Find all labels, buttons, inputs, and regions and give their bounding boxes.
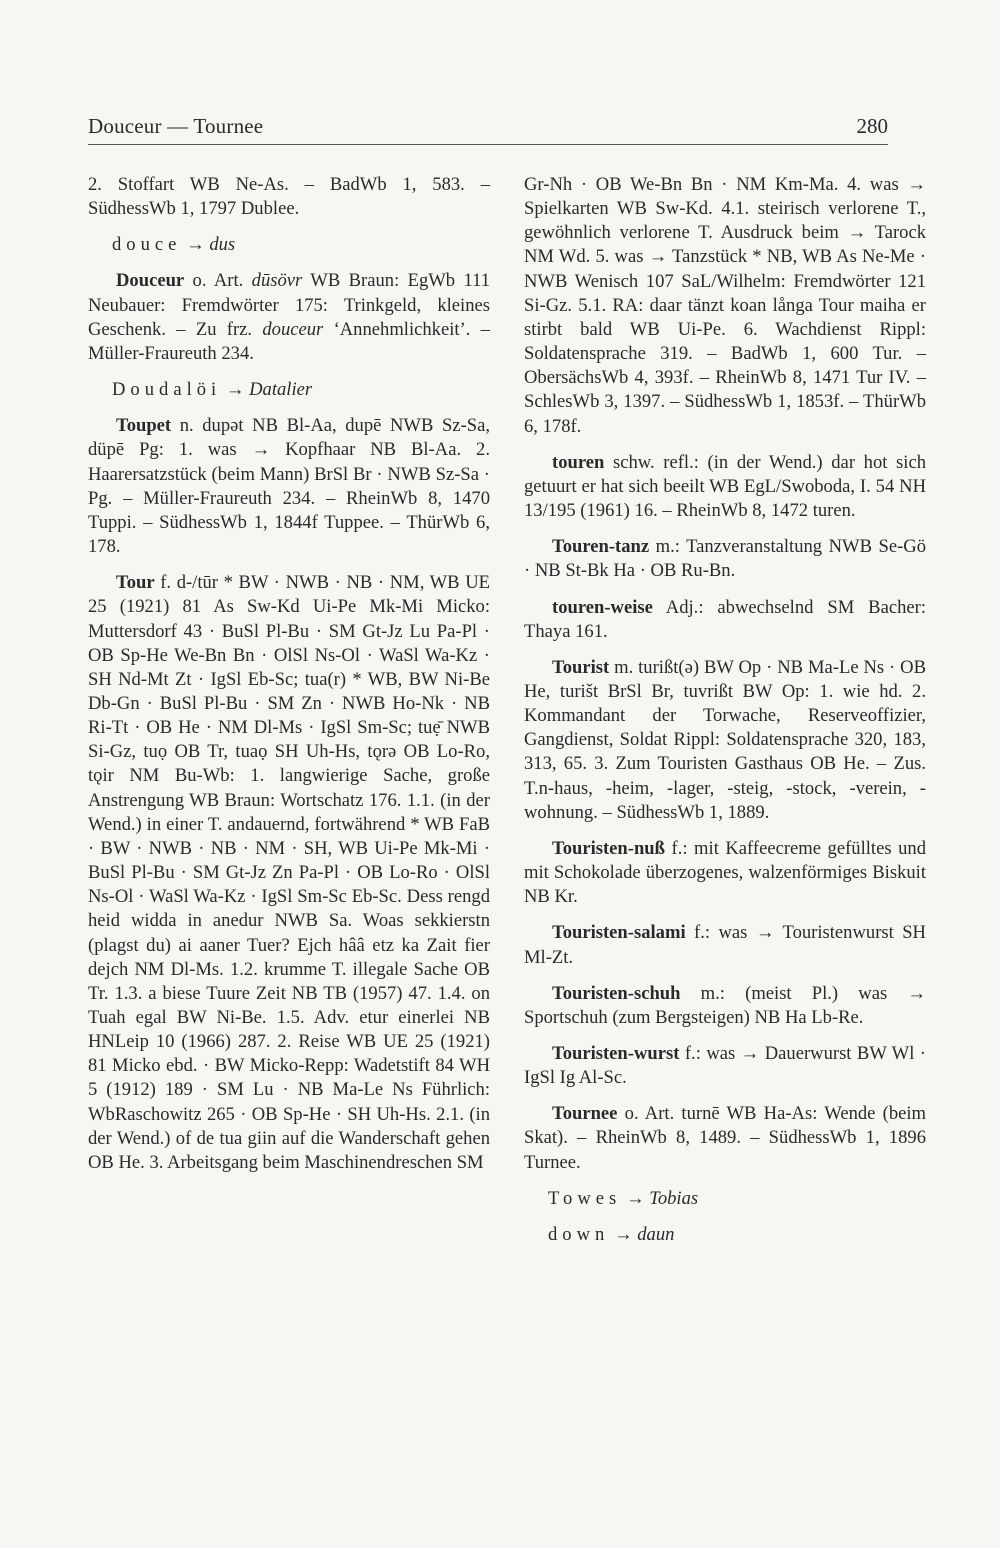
entry-text: Adj.: abwechselnd SM Bacher: Thaya 161. <box>524 596 926 642</box>
header-title: Douceur — Tournee <box>88 114 264 138</box>
entry-douceur <box>88 269 490 366</box>
crossref-word: down <box>548 1223 610 1245</box>
entry-form: dūsövr <box>251 270 303 292</box>
entry-tour <box>88 571 490 1175</box>
running-header <box>88 112 888 145</box>
headword: Touristen-nuß <box>552 837 665 859</box>
crossref-target: Datalier <box>249 379 313 401</box>
headword: Touren-tanz <box>552 536 650 558</box>
entry-text: ‘Annehmlichkeit’. – Müller-Fraureuth 234. <box>88 318 490 364</box>
entry-text: f.: was → Dauerwurst BW Wl · IgSl Ig Al-Sc. <box>524 1043 926 1089</box>
entry-text: f.: was → Touristenwurst SH Ml-Zt. <box>524 922 926 968</box>
entry-text: m. turißt(ə) BW Op · NB Ma-Le Ns · OB He, turišt BrSl Br, tuvrißt BW Op: 1. wie hd. 2. Kommandant der Torwache, Reserveoffizier, Gangdienst, Soldat Rippl: Soldatensprache 320, 183, 313, 65. 3. Zum Touristen Gasthaus OB He. – Zus. T.n-haus, -heim, -lager, -steig, -stock, -verein, -wohnung. – SüdhessWb 1, 1889. <box>524 656 926 823</box>
headword: Douceur <box>116 270 185 292</box>
entry-tournee <box>524 1102 926 1174</box>
crossref-target: daun <box>637 1223 675 1245</box>
crossref-word: douce <box>112 234 182 256</box>
entry-stoffart: 2. Stoffart WB Ne-As. – BadWb 1, 583. – SüdhessWb 1, 1797 Dublee. <box>88 174 490 220</box>
entry-text: WB Braun: EgWb 111 Neubauer: Fremdwörter 175: Trinkgeld, kleines Geschenk. – Zu frz. <box>88 270 490 340</box>
crossref-word: Doudalöi <box>112 379 222 401</box>
entry-text: schw. refl.: (in der Wend.) dar hot sich getuurt er hat sich beeilt WB EgL/Swoboda, I. 54 NH 13/195 (1961) 16. – RheinWb 8, 1472 turen. <box>524 451 926 522</box>
crossref-down <box>524 1223 926 1247</box>
entry-text: f. d-/tūr * BW · NWB · NB · NM, WB UE 25 (1921) 81 As Sw-Kd Ui-Pe Mk-Mi Micko: Muttersdorf 43 · BuSl Pl-Bu · SM Gt-Jz Lu Pa-Pl · OB Sp-He We-Bn Bn · OlSl Ns-Ol · WaSl Wa-Kz · SH Nd-Mt Zt · IgSl Eb-Sc; tua(r) * WB, BW Ni-Be Db-Gn · BuSl Pl-Bu · SM Zn · NWB Ho-Nk · NB Ri-Tt · OB He · NM Dl-Ms · IgSl Sm-Sc; tuẹ̄ NWB Si-Gz, tuọ OB Tr, tuaọ SH Uh-Hs, tǫrə OB Lo-Ro, tǫir NM Bu-Wb: 1. langwierige Sache, große Anstrengung WB Braun: Wortschatz 176. 1.1. (in der Wend.) in einer T. andauernd, fortwährend * WB FaB · BW · NWB · NB · NM · SH, WB Ui-Pe Mk-Mi · BuSl Pl-Bu · SM Gt-Jz Zn Pa-Pl · OB Lo-Ro · OlSl Ns-Ol · WaSl Wa-Kz · IgSl Sm-Sc Eb-Sc. Dess rengd heid widda in anedur NWB Sa. Woas sekkierstn (plagst du) ai aaner Tuer? Ejch hââ etz ka Zait fier dejch NM Dl-Ms. 1.2. krumme T. illegale Sache OB Tr. 1.3. a biese Tuure Zeit NB TB (1957) 47. 1.4. on Tuah egal BW Ni-Be. 1.5. Adv. etur einerlei NB HNLeip 10 (1966) 287. 2. Reise WB UE 25 (1921) 81 Micko ebd. · BW Micko-Repp: Wadetstift 84 WH 5 (1912) 189 · SM Lu · NB Ma-Le Ns Führlich: WbRaschowitz 265 · OB Sp-He · SH Uh-Hs. 2.1. (in der Wend.) of de tua giin auf die Wanderschaft gehen OB He. 3. Arbeitsgang beim Maschinendreschen SM <box>88 572 490 1173</box>
arrow-icon: → <box>613 1223 633 1245</box>
entry-touristen-wurst <box>524 1042 926 1090</box>
arrow-icon: → <box>225 379 245 401</box>
headword: Tour <box>116 572 155 594</box>
arrow-icon: → <box>625 1187 645 1209</box>
arrow-icon: → <box>186 234 205 256</box>
entry-toupet <box>88 414 490 559</box>
page-number: 280 <box>856 114 888 138</box>
entry-touristen-nuss <box>524 837 926 909</box>
headword: Toupet <box>116 415 172 437</box>
headword: Tourist <box>552 656 610 678</box>
entry-text: f.: mit Kaffeecreme gefülltes und mit Schokolade überzogenes, walzenförmiges Biskuit NB Kr. <box>524 837 926 908</box>
headword: Touristen-wurst <box>552 1043 680 1064</box>
headword: touren-weise <box>552 596 653 618</box>
entry-text: m.: Tanzveranstaltung NWB Se-Gö · NB St-Bk Ha · OB Ru-Bn. <box>524 536 926 582</box>
crossref-target: Tobias <box>649 1187 699 1209</box>
entry-form: douceur <box>262 318 324 340</box>
entry-text: o. Art. turnē WB Ha-As: Wende (beim Skat). – RheinWb 8, 1489. – SüdhessWb 1, 1896 Turnee. <box>524 1103 926 1173</box>
entry-tour-continued: Gr-Nh · OB We-Bn Bn · NM Km-Ma. 4. was → Spielkarten WB Sw-Kd. 4.1. steirisch verlorene T., gewöhnlich verlorene T. Ausdruck beim → Tarock NM Wd. 5. was → Tanzstück * NB, WB As Ne-Me · NWB Wenisch 107 SaL/Wilhelm: Fremdwörter 121 Si-Gz. 5.1. RA: daar tänzt koan långa Tour maiha er stirbt bald WB Ui-Pe. 6. Wachdienst Rippl: Soldatensprache 319. – BadWb 1, 600 Tur. – ObersächsWb 4, 393f. – RheinWb 8, 1471 Tur IV. – SchlesWb 3, 1397. – SüdhessWb 1, 1853f. – ThürWb 6, 178f. <box>524 174 926 437</box>
crossref-towes <box>524 1187 926 1211</box>
left-column <box>88 173 490 1175</box>
entry-text: o. Art. <box>184 270 252 292</box>
entry-touristen-schuh <box>524 982 926 1030</box>
headword: Tournee <box>552 1103 618 1125</box>
right-column <box>524 173 926 1259</box>
entry-touren <box>524 451 926 523</box>
crossref-doudaloi <box>88 378 490 402</box>
entry-touren-weise <box>524 596 926 644</box>
crossref-target: dus <box>209 234 236 256</box>
entry-text: m.: (meist Pl.) was → Sportschuh (zum Bergsteigen) NB Ha Lb-Re. <box>524 982 926 1028</box>
crossref-word: Towes <box>548 1187 622 1209</box>
entry-touristen-salami <box>524 921 926 969</box>
headword: Touristen-salami <box>552 922 686 944</box>
headword: touren <box>552 451 605 473</box>
entry-tourist <box>524 656 926 825</box>
headword: Touristen-schuh <box>552 982 681 1004</box>
crossref-douce <box>88 233 490 257</box>
entry-touren-tanz <box>524 535 926 583</box>
entry-text: n. dupət NB Bl-Aa, dupē NWB Sz-Sa, düpē Pg: 1. was → Kopfhaar NB Bl-Aa. 2. Haarersatzstück (beim Mann) BrSl Br · NWB Sz-Sa · Pg. – Müller-Fraureuth 234. – RheinWb 8, 1470 Tuppi. – SüdhessWb 1, 1844f Tuppee. – ThürWb 6, 178. <box>88 415 490 558</box>
